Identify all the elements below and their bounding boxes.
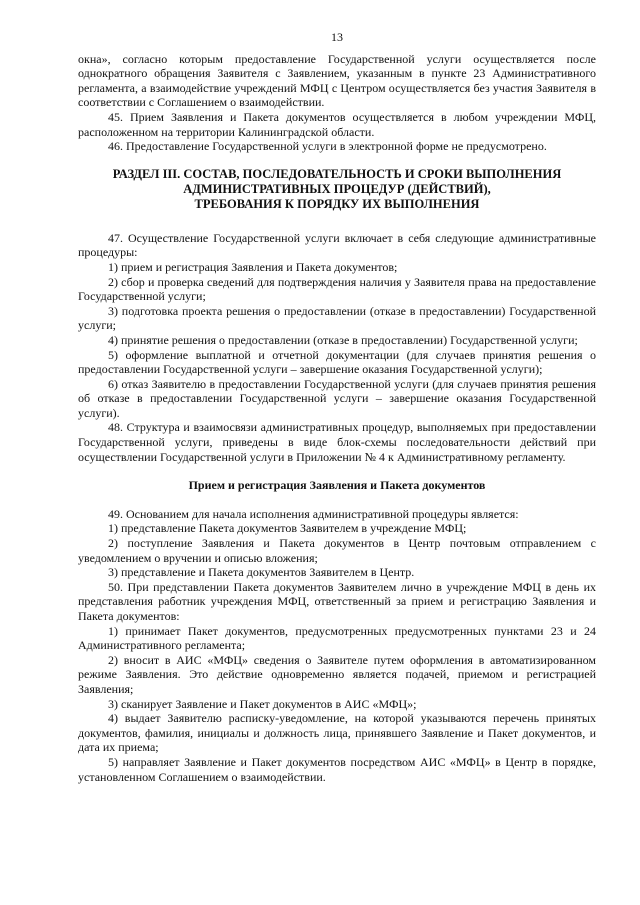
subsection-heading: Прием и регистрация Заявления и Пакета документов [188,478,486,493]
paragraph-44-continuation: окна», согласно которым предоставление Государственной услуги осуществляется после однократного обращения Заявителя с Заявлением, указанным в пункте 23 Административного регламента, а взаимодействие учреждений МФЦ с Центром осуществляется без участия Заявителя в соответствии с Соглашением о взаимодействии. [78,51,596,110]
list-item-50-4: 4) выдает Заявителю расписку-уведомление, на которой указываются перечень принятых документов, фамилия, инициалы и должность лица, принявшего Заявление и Пакет документов, и дата их приема; [78,711,596,755]
page-number: 13 [331,30,343,44]
list-item-50-1: 1) принимает Пакет документов, предусмотренных предусмотренных пунктами 23 и 24 Административного регламента; [78,623,596,653]
paragraph-46: 46. Предоставление Государственной услуги в электронной форме не предусмотрено. [108,139,547,154]
list-item-49-2: 2) поступление Заявления и Пакета документов в Центр почтовым отправлением с уведомлением о вручении и описью вложения; [78,536,596,565]
section-heading [78,167,596,212]
subsection-text-block [78,507,596,784]
section-heading-line-1: РАЗДЕЛ III. СОСТАВ, ПОСЛЕДОВАТЕЛЬНОСТЬ И СРОКИ ВЫПОЛНЕНИЯ [112,166,562,181]
list-item-50-5: 5) направляет Заявление и Пакет документов посредством АИС «МФЦ» в Центр в порядке, установленном Соглашением о взаимодействии. [78,754,596,784]
section-heading-line-3: ТРЕБОВАНИЯ К ПОРЯДКУ ИХ ВЫПОЛНЕНИЯ [194,196,480,211]
list-item-50-2: 2) вносит в АИС «МФЦ» сведения о Заявителе путем оформления в автоматизированном режиме Заявления. Это действие одновременно является подачей, приемом и регистрацией Заявления; [78,652,596,696]
list-item-50-3: 3) сканирует Заявление и Пакет документов в АИС «МФЦ»; [108,696,417,711]
list-item-4: 4) принятие решения о предоставлении (отказе в предоставлении) Государственной услуги; [108,332,578,347]
top-text-block [78,52,596,154]
list-item-49-3: 3) представление и Пакета документов Заявителем в Центр. [108,565,415,580]
paragraph-47: 47. Осуществление Государственной услуги включает в себя следующие административные процедуры: [78,230,596,260]
paragraph-48: 48. Структура и взаимосвязи административных процедур, выполняемых при предоставлении Государственной услуги, приведены в виде блок-схемы последовательности действий при осуществлении Государственной услуги в Приложении № 4 к Административному регламенту. [78,420,596,464]
paragraph-49: 49. Основанием для начала исполнения административной процедуры является: [108,506,519,521]
section-text-block [78,231,596,465]
list-item-1: 1) прием и регистрация Заявления и Пакета документов; [108,259,398,274]
list-item-6: 6) отказ Заявителю в предоставлении Государственной услуги (для случаев принятия решения об отказе в предоставлении Государственной услуги – завершение оказания Государственной услуги). [78,376,596,420]
list-item-5: 5) оформление выплатной и отчетной документации (для случаев принятия решения о предоставлении Государственной услуги – завершение оказания Государственной услуги); [78,347,596,377]
section-heading-line-2: АДМИНИСТРАТИВНЫХ ПРОЦЕДУР (ДЕЙСТВИЙ), [183,181,491,196]
list-item-49-1: 1) представление Пакета документов Заявителем в учреждение МФЦ; [108,521,467,536]
list-item-2: 2) сбор и проверка сведений для подтверждения наличия у Заявителя права на предоставление Государственной услуги; [78,274,596,304]
paragraph-50: 50. При представлении Пакета документов Заявителем лично в учреждение МФЦ в день их представления работник учреждения МФЦ, ответственный за прием и регистрацию Заявления и Пакета документов: [78,579,596,623]
paragraph-45: 45. Прием Заявления и Пакета документов осуществляется в любом учреждении МФЦ, расположенном на территории Калининградской области. [78,109,596,139]
list-item-3: 3) подготовка проекта решения о предоставлении (отказе в предоставлении) Государственной услуги; [78,303,596,333]
